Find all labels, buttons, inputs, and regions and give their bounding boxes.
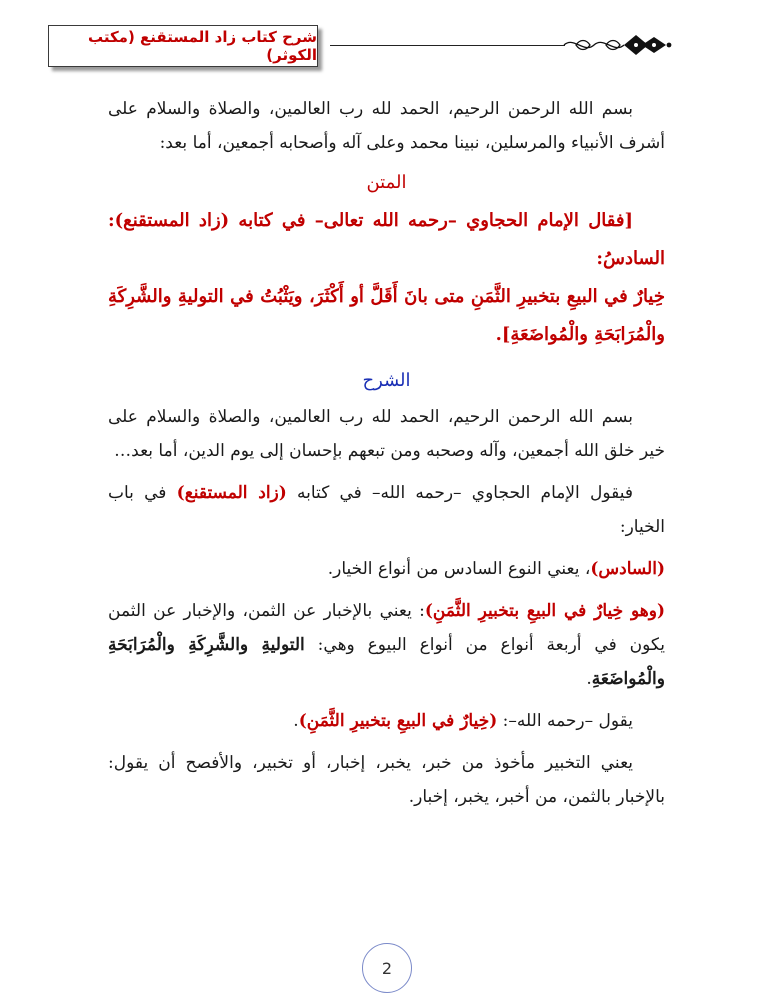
p5-end: . <box>293 711 299 731</box>
page-number-circle <box>362 943 412 993</box>
header-title-box <box>48 25 318 67</box>
sharh-paragraph-4 <box>108 594 665 696</box>
p4-text: : يعني بالإخبار عن الثمن، والإخبار عن الثمن يكون في أربعة أنواع من أنواع البيوع وهي: <box>108 601 665 655</box>
matn-text-2: خِيارٌ في البيعِ بتخبيرِ الثَّمَنِ متى بانَ أَقَلَّ أو أَكْثَرَ، ويَثْبُتُ في التوليةِ والشَّرِكَةِ والْمُرَابَحَةِ والْمُواضَعَةِ]. <box>108 286 665 345</box>
p5-quote: (خِيارٌ في البيعِ بتخبيرِ الثَّمَنِ) <box>298 711 498 731</box>
p4-terms: التوليةِ والشَّرِكَةِ والْمُرَابَحَةِ والْمُواضَعَةِ <box>108 635 665 689</box>
ornament-icon <box>562 32 672 58</box>
p2-book-title: (زاد المستقنع) <box>176 483 287 503</box>
sharh-paragraph-6: يعني التخبير مأخوذ من خبر، يخبر، إخبار، أو تخبير، والأفصح أن يقول: بالإخبار بالثمن، من أخبر، يخبر، إخبار. <box>108 753 665 807</box>
matn-text-1: [فقال الإمام الحجاوي –رحمه الله تعالى– في كتابه (زاد المستقنع): السادسُ: <box>108 210 665 269</box>
p4-end: . <box>586 669 592 689</box>
p4-quote: (وهو خِيارٌ في البيعِ بتخبيرِ الثَّمَنِ) <box>424 601 665 621</box>
sharh-paragraph-3 <box>108 552 665 586</box>
main-content <box>108 92 665 814</box>
sharh-paragraph-2 <box>108 476 665 544</box>
header-rule <box>330 45 565 46</box>
sharh-paragraph-1: بسم الله الرحمن الرحيم، الحمد لله رب العالمين، والصلاة والسلام على خير خلق الله أجمعين، وآله وصحبه ومن تبعهم بإحسان إلى يوم الدين، أما بعد… <box>108 407 665 461</box>
intro-paragraph: بسم الله الرحمن الرحيم، الحمد لله رب العالمين، والصلاة والسلام على أشرف الأنبياء والمرسلين، نبينا محمد وعلى آله وأصحابه أجمعين، أما بعد: <box>108 99 665 153</box>
page-number: 2 <box>381 958 393 978</box>
p3-quote: (السادس) <box>590 559 665 579</box>
header-title: شرح كتاب زاد المستقنع (مكتب الكوثر) <box>87 28 317 64</box>
matn-heading: المتن <box>366 172 407 193</box>
sharh-paragraph-5 <box>108 704 665 738</box>
p2-text-a: فيقول الإمام الحجاوي –رحمه الله– في كتابه <box>286 483 633 503</box>
p5-text-a: يقول –رحمه الله–: <box>497 711 633 731</box>
p3-text: ، يعني النوع السادس من أنواع الخيار. <box>327 559 591 579</box>
sharh-heading: الشرح <box>362 370 411 391</box>
p2-text-c: في باب الخيار: <box>108 483 665 537</box>
